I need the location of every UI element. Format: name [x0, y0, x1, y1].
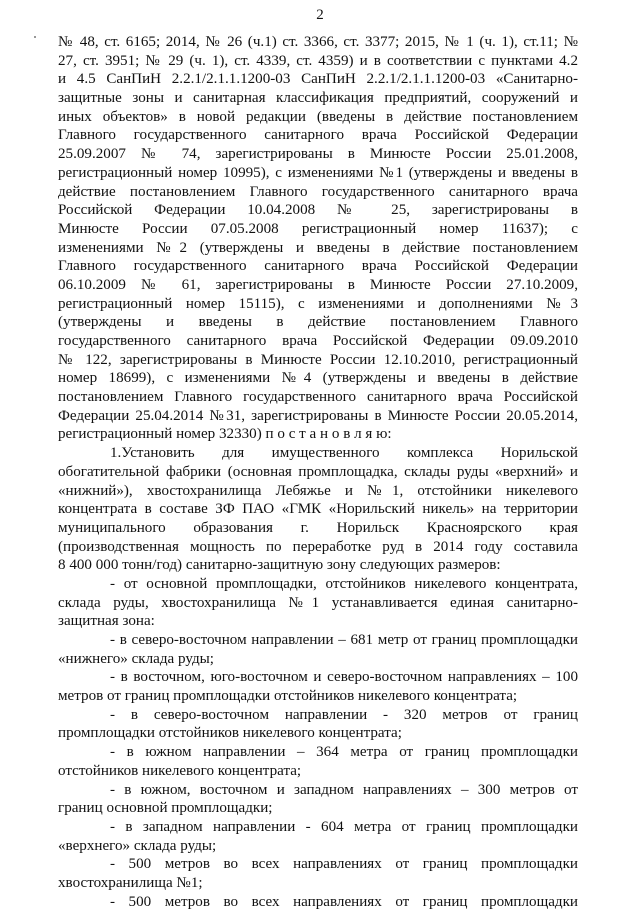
text-line: 25.09.2007 № 74, зарегистрированы в Минюсте России 25.01.2008, [58, 146, 578, 163]
text-line: регистрационный номер 15115), с изменениями и дополнениями №3 [58, 295, 578, 312]
text-line: постановлением Главного государственного санитарного врача Российской [58, 389, 578, 406]
text-line: - в западном направлении - 604 метра от границ промплощадки [110, 818, 578, 835]
text-line: - в восточном, юго-восточном и северо-восточном направлениях – 100 [110, 669, 578, 686]
text-line: 06.10.2009 № 61, зарегистрированы в Минюсте России 27.10.2009, [58, 276, 578, 293]
text-line: Минюсте России 07.05.2008 регистрационный номер 11637); с [58, 220, 578, 237]
text-line: метров от границ промплощадки отстойников никелевого концентрата; [58, 688, 518, 705]
page-number: 2 [316, 7, 324, 23]
text-line: регистрационный номер 10995), с изменениями №1 (утверждены и введены в [58, 164, 578, 181]
scan-artifact-dot [34, 36, 36, 38]
text-line: (утверждены и введены в действие постановлением Главного [58, 314, 578, 331]
text-line: - 500 метров во всех направлениях от границ промплощадки [110, 893, 578, 910]
text-line: промплощадки отстойников никелевого концентрата; [58, 725, 402, 742]
text-line: действие постановлением Главного государственного санитарного врача [58, 183, 578, 200]
text-line: Главного государственного санитарного врача Российской Федерации [58, 258, 578, 275]
text-line: защитная зона: [58, 613, 155, 630]
text-line: 1.Установить для имущественного комплекса Норильской [110, 445, 578, 462]
text-line: Главного государственного санитарного врача Российской Федерации [58, 127, 578, 144]
text-line: номер 18699), с изменениями №4 (утверждены и введены в действие [58, 370, 578, 387]
text-line: (производственная мощность по переработке руд в 2014 году составила [58, 538, 578, 555]
text-line: 27, ст. 3951; № 29 (ч. 1), ст. 4339, ст. 4359) и в соответствии с пунктами 4.2 [58, 52, 578, 69]
text-line: № 122, зарегистрированы в Минюсте России 12.10.2010, регистрационный [58, 351, 578, 368]
text-line: - от основной промплощадки, отстойников никелевого концентрата, [110, 575, 578, 592]
text-line: границ основной промплощадки; [58, 800, 273, 817]
text-line: государственного санитарного врача Российской Федерации 09.09.2010 [58, 333, 578, 349]
text-line: 8 400 000 тонн/год) санитарно-защитную зону следующих размеров: [58, 557, 501, 574]
text-line: иных объектов» в новой редакции (введены в действие постановлением [58, 108, 578, 125]
text-line: - в южном направлении – 364 метра от границ промплощадки [110, 744, 578, 761]
text-line: хвостохранилища №1; [58, 874, 203, 891]
text-line: - в северо-восточном направлении - 320 метров от границ [110, 706, 578, 723]
text-line: регистрационный номер 32330) п о с т а н о в л я ю: [58, 426, 392, 443]
text-line: «нижнего» склада руды; [58, 650, 214, 667]
text-line: муниципального образования г. Норильск Красноярского края [58, 519, 578, 536]
text-line: и 4.5 СанПиН 2.2.1/2.1.1.1200-03 СанПиН 2.2.1/2.1.1.1200-03 «Санитарно- [58, 71, 578, 88]
text-line: концентрата в составе ЗФ ПАО «ГМК «Норильский никель» на территории [58, 501, 578, 518]
text-line: № 48, ст. 6165; 2014, № 26 (ч.1) ст. 3366, ст. 3377; 2015, № 1 (ч. 1), ст.11; № [58, 34, 578, 50]
text-line: Федерации 25.04.2014 №31, зарегистрированы в Минюсте России 20.05.2014, [58, 407, 578, 424]
text-line: - в южном, восточном и западном направлениях – 300 метров от [110, 781, 578, 798]
text-line: «верхнего» склада руды; [58, 837, 217, 854]
text-line: изменениями №2 (утверждены и введены в действие постановлением [58, 239, 578, 256]
text-line: защитные зоны и санитарная классификация предприятий, сооружений и [58, 90, 578, 107]
text-line: Российской Федерации 10.04.2008 № 25, зарегистрированы в [58, 202, 578, 219]
text-line: обогатительной фабрики (основная промплощадка, склады руды «верхний» и [58, 463, 578, 480]
text-line: - 500 метров во всех направлениях от границ промплощадки [110, 856, 578, 873]
text-line: отстойников никелевого концентрата; [58, 762, 302, 779]
text-line: склада руды, хвостохранилища №1 устанавливается единая санитарно- [58, 594, 578, 611]
text-line: «нижний»), хвостохранилища Лебяжье и №1, отстойники никелевого [58, 482, 578, 499]
text-line: - в северо-восточном направлении – 681 метр от границ промплощадки [110, 632, 578, 648]
document-body [58, 33, 578, 911]
